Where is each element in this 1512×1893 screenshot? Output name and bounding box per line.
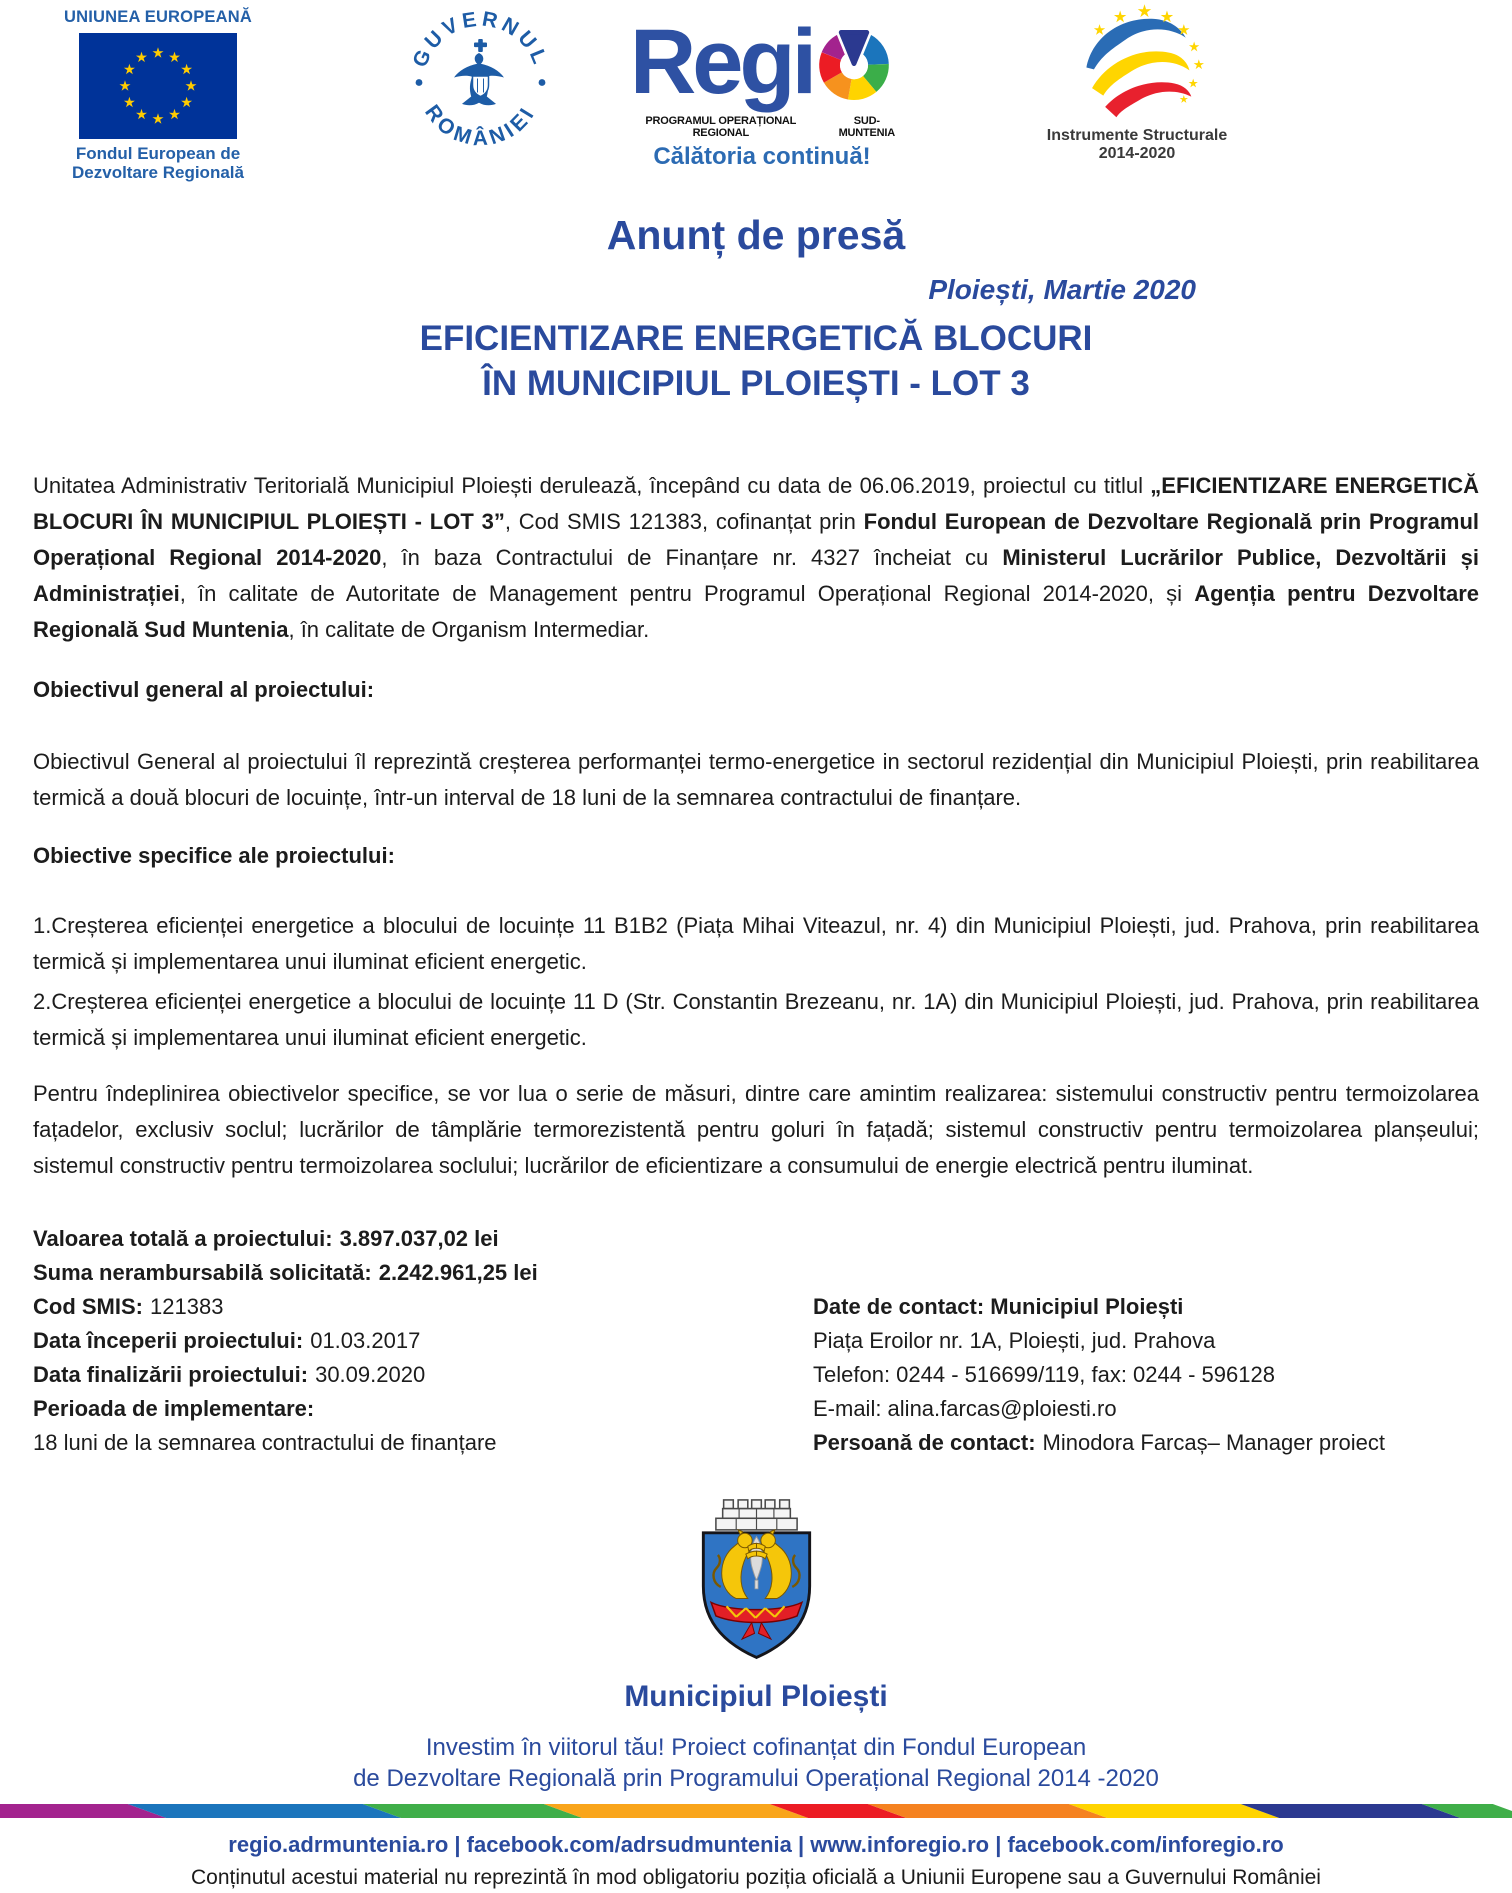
dateline: Ploiești, Martie 2020 [928,274,1196,305]
implementation-period-value: 18 luni de la semnarea contractului de finanțare [33,1430,497,1455]
general-objective-heading: Obiectivul general al proiectului: [33,677,375,702]
regio-program-label: PROGRAMUL OPERAȚIONAL REGIONAL [645,115,797,139]
specific-objectives-heading: Obiective specifice ale proiectului: [33,843,395,868]
grant-value-line [33,1256,803,1290]
contact-phone: Telefon: 0244 - 516699/119, fax: 0244 - 596128 [813,1362,1275,1387]
struct-caption-line1: Instrumente Structurale [1046,127,1228,144]
grant-value: 2.242.961,25 lei [378,1260,538,1285]
contact-person-label: Persoană de contact: [813,1430,1036,1455]
regio-wordmark-text: Regi [629,11,814,113]
start-date-line [33,1324,803,1358]
stripe-segment [127,1804,401,1818]
cofinancing-line1: Investim în viitorul tău! Proiect cofinanțat din Fondul European [425,1734,1087,1761]
government-of-romania-seal [408,10,553,160]
general-objective-paragraph: Obiectivul General al proiectului îl reprezintă creșterea performanței termo-energetice in sectorul rezidențial din Municipiul Ploiești, prin reabilitarea termică a două blocuri de locuințe, într-un interval de 18 luni de la semnarea contractului de finanțare. [33,749,1479,810]
contact-email[interactable]: E-mail: alina.farcas@ploiesti.ro [813,1396,1117,1421]
regio-program-labels [612,115,912,139]
eu-caption-line2: Dezvoltare Regională [72,163,244,182]
smis-value: 121383 [150,1294,224,1319]
stripe-segment [868,1804,1108,1818]
regio-wordmark [612,11,912,114]
regio-tagline: Călătoria continuă! [653,143,871,170]
footer-links[interactable]: regio.adrmuntenia.ro | facebook.com/adrsudmuntenia | www.inforegio.ro | facebook.com/inforegio.ro [228,1832,1284,1857]
end-date-label: Data finalizării proiectului: [33,1362,309,1387]
struct-caption-line2: 2014-2020 [1098,145,1176,162]
smis-line [33,1290,803,1324]
structural-instruments-logo [1042,2,1232,163]
stripe-segment [544,1804,808,1818]
eu-funding-logo [58,8,258,182]
measures-paragraph: Pentru îndeplinirea obiectivelor specifice, se vor lua o serie de măsuri, dintre care amintim realizarea: sistemului constructiv pentru termoizolarea fațadelor, exclusiv soclul; lucrărilor de tâmplărie termorezistentă pentru goluri în fațadă; sistemul constructiv pentru termoizolarea planșeului; sistemul constructiv pentru termoizolarea soclului; lucrărilor de eficientizare a consumului de energie electrică pentru iluminat. [33,1081,1479,1178]
end-date-value: 30.09.2020 [315,1362,426,1387]
svg-text:ROMÂNIEI [420,101,540,150]
project-title-line1: EFICIENTIZARE ENERGETICĂ BLOCURI [419,319,1093,358]
eu-flag-icon [79,33,237,139]
cofinancing-statement [0,1732,1512,1794]
regio-program-logo [612,11,912,171]
ploiesti-coat-of-arms-icon [684,1490,829,1679]
eu-logo-title: UNIUNEA EUROPEANĂ [64,8,252,26]
project-details-column [33,1222,803,1460]
gov-seal-icon [408,10,553,155]
start-date-value: 01.03.2017 [310,1328,421,1353]
implementation-period-label: Perioada de implementare: [33,1396,315,1421]
eu-logo-caption [58,144,258,182]
total-value-line [33,1222,803,1256]
contact-person-line [813,1426,1479,1460]
contact-address: Piața Eroilor nr. 1A, Ploiești, jud. Prahova [813,1328,1216,1353]
total-value-label: Valoarea totală a proiectului: [33,1226,333,1251]
municipality-name: Municipiul Ploiești [624,1680,888,1713]
footer-disclaimer: Conținutul acestui material nu reprezintă în mod obligatoriu poziția oficială a Uniunii Europene sau a Guvernului României [191,1866,1321,1889]
objective-1: 1.Creșterea eficienței energetice a blocului de locuințe 11 B1B2 (Piața Mihai Viteazul, nr. 4) din Municipiul Ploiești, jud. Prahova, prin reabilitarea termică și implementarea unui iluminat eficient energetic. [33,913,1479,974]
document-type-heading: Anunț de presă [606,212,906,258]
structural-instruments-icon [1062,2,1212,120]
project-title [0,316,1512,406]
gov-seal-bottom-text: ROMÂNIEI [420,100,541,151]
start-date-label: Data începerii proiectului: [33,1328,304,1353]
regio-region-label: SUD-MUNTENIA [838,115,896,139]
end-date-line [33,1358,803,1392]
intro-paragraph: Unitatea Administrativ Teritorială Municipiul Ploiești derulează, începând cu data de 06.06.2019, proiectul cu titlul „EFICIENTIZARE ENERGETICĂ BLOCURI ÎN MUNICIPIUL PLOIEȘTI - LOT 3”, Cod SMIS 121383, cofinanțat prin Fondul European de Dezvoltare Regională prin Programul Operațional Regional 2014-2020, în baza Contractului de Finanțare nr. 4327 încheiat cu Ministerul Lucrărilor Publice, Dezvoltării și Administrației, în calitate de Autoritate de Management pentru Programul Operațional Regional 2014-2020, și Agenția pentru Dezvoltare Regională Sud Muntenia, în calitate de Organism Intermediar. [33,473,1480,642]
grant-label: Suma nerambursabilă solicitată: [33,1260,372,1285]
regio-color-wheel-icon [814,22,894,102]
eu-caption-line1: Fondul European de [75,144,241,163]
romanian-coat-of-arms-icon [454,39,504,105]
total-value: 3.897.037,02 lei [339,1226,499,1251]
contact-column [813,1290,1479,1460]
smis-label: Cod SMIS: [33,1294,143,1319]
structural-instruments-caption [1042,127,1232,163]
cofinancing-line2: de Dezvoltare Regională prin Programului Operațional Regional 2014 -2020 [353,1765,1159,1792]
contact-person-value: Minodora Farcaș– Manager proiect [1042,1430,1385,1455]
contact-heading: Date de contact: Municipiul Ploiești [813,1294,1184,1319]
objective-2: 2.Creșterea eficienței energetice a blocului de locuințe 11 D (Str. Constantin Brezeanu, nr. 1A) din Municipiul Ploiești, jud. Prahova, prin reabilitarea termică și implementarea unui iluminat eficient energetic. [33,989,1479,1050]
ploiesti-coat-of-arms [0,1490,1512,1679]
rainbow-divider-bar [0,1804,1512,1818]
project-title-line2: ÎN MUNICIPIUL PLOIEȘTI - LOT 3 [482,364,1030,403]
gov-seal-top-text: GUVERNUL [408,10,553,71]
